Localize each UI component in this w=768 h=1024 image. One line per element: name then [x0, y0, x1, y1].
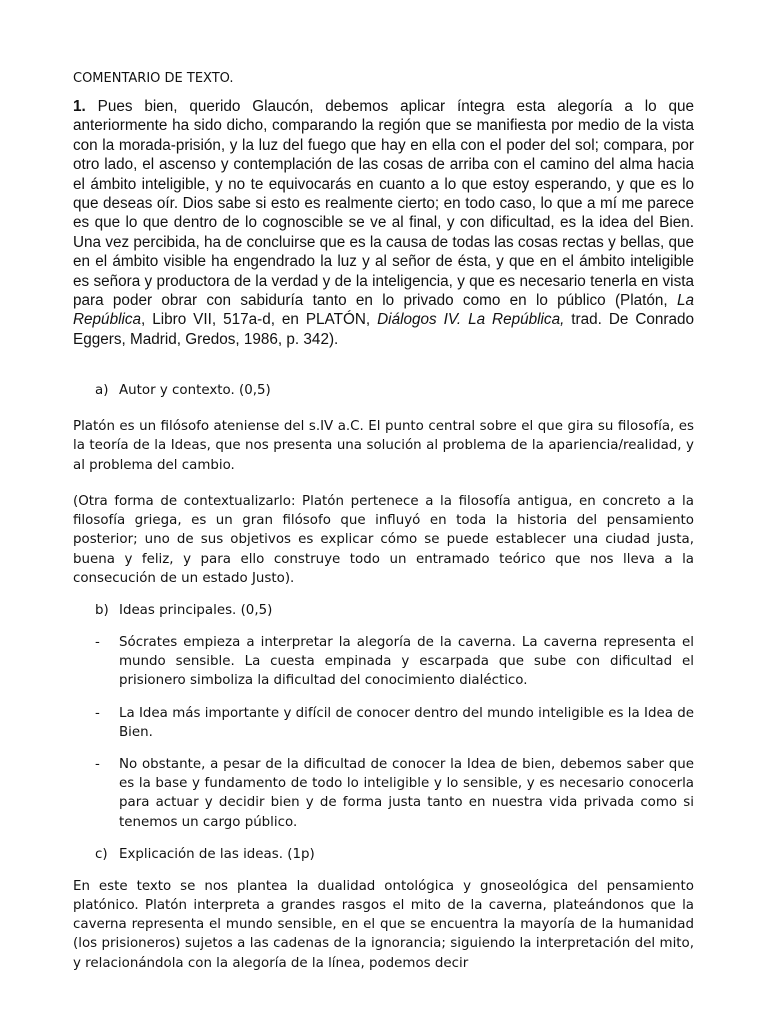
document-title: COMENTARIO DE TEXTO.	[73, 71, 234, 86]
section-a-label: Autor y contexto. (0,5)	[119, 383, 271, 399]
bullet-item	[95, 704, 694, 742]
bullet-text: La Idea más importante y difícil de conocer dentro del mundo inteligible es la Idea de Bien.	[119, 705, 694, 740]
section-b-label: Ideas principales. (0,5)	[119, 602, 273, 618]
bullet-dash: -	[95, 756, 100, 772]
quote-paragraph	[73, 97, 694, 349]
section-a-heading	[95, 381, 694, 400]
explanation-paragraph: En este texto se nos plantea la dualidad ontológica y gnoseológica del pensamiento platónico. Platón interpreta a grandes rasgos el mito de la caverna, plateándonos que la caverna representa el mundo sensible, en el que se encuentra la mayoría de la humanidad (los prisioneros) sujetos a las cadenas de la ignorancia; siguiendo la interpretación del mito, y relacionándola con la alegoría de la línea, podemos decir	[73, 878, 694, 971]
section-c-heading	[95, 845, 694, 864]
alt-context-paragraph: (Otra forma de contextualizarlo: Platón pertenece a la filosofía antigua, en concreto a la filosofía griega, es un gran filósofo que influyó en toda la historia del pensamiento posterior; uno de sus objetivos es explicar cómo se puede establecer una ciudad justa, buena y feliz, y para ello construye todo un entramado teórico que nos lleva a la consecución de un estado Justo).	[73, 493, 694, 586]
document-content	[73, 70, 694, 973]
section-c-label: Explicación de las ideas. (1p)	[119, 846, 315, 862]
quote-text-a: Pues bien, querido Glaucón, debemos aplicar íntegra esta alegoría a lo que anteriormente ha sido dicho, comparando la región que se manifiesta por medio de la vista con la morada-prisión, y la luz del fuego que hay en ella con el poder del sol; compara, por otro lado, el ascenso y contemplación de las cosas de arriba con el camino del alma hacia el ámbito inteligible, y no te equivocarás en cuanto a lo que estoy esperando, y que es lo que deseas oír. Dios sabe si esto es realmente cierto; en todo caso, lo que a mí me parece es que lo que dentro de lo cognoscible se ve al final, y con dificultad, es la idea del Bien. Una vez percibida, ha de concluirse que es la causa de todas las cosas rectas y bellas, que en el ámbito visible ha engendrado la luz y al señor de ésta, y que en el ámbito inteligible es señora y productora de la verdad y de la inteligencia, y que es necesario tenerla en vista para poder obrar con sabiduría tanto en lo privado como en lo público (Platón,	[73, 98, 694, 310]
bullet-item	[95, 755, 694, 832]
quote-italic-title: La República	[73, 292, 694, 329]
quote-number: 1.	[73, 98, 86, 115]
quote-italic-book: Diálogos IV. La República,	[377, 311, 565, 329]
bullet-item	[95, 633, 694, 691]
section-c-letter: c)	[95, 846, 108, 862]
bullet-dash: -	[95, 705, 100, 721]
bullet-dash: -	[95, 634, 100, 650]
quote-text-c: trad. De Conrado Eggers, Madrid, Gredos, 1986, p. 342).	[73, 311, 695, 348]
bullet-text: Sócrates empieza a interpretar la alegoría de la caverna. La caverna representa el mundo sensible. La cuesta empinada y escarpada que sube con dificultad el prisionero simboliza la dificultad del conocimiento dialéctico.	[119, 634, 694, 689]
bullet-text: No obstante, a pesar de la dificultad de conocer la Idea de bien, debemos saber que es la base y fundamento de todo lo inteligible y lo sensible, y es necesario conocerla para actuar y decidir bien y de forma justa tanto en nuestra vida privada como si tenemos un cargo público.	[119, 756, 694, 830]
context-paragraph: Platón es un filósofo ateniense del s.IV a.C. El punto central sobre el que gira su filosofía, es la teoría de la Ideas, que nos presenta una solución al problema de la apariencia/realidad, y al problema del cambio.	[73, 419, 694, 473]
section-a-letter: a)	[95, 383, 109, 399]
quote-text-b: , Libro VII, 517a-d, en PLATÓN,	[141, 311, 378, 329]
section-b-heading	[95, 601, 694, 620]
section-b-letter: b)	[95, 602, 109, 618]
